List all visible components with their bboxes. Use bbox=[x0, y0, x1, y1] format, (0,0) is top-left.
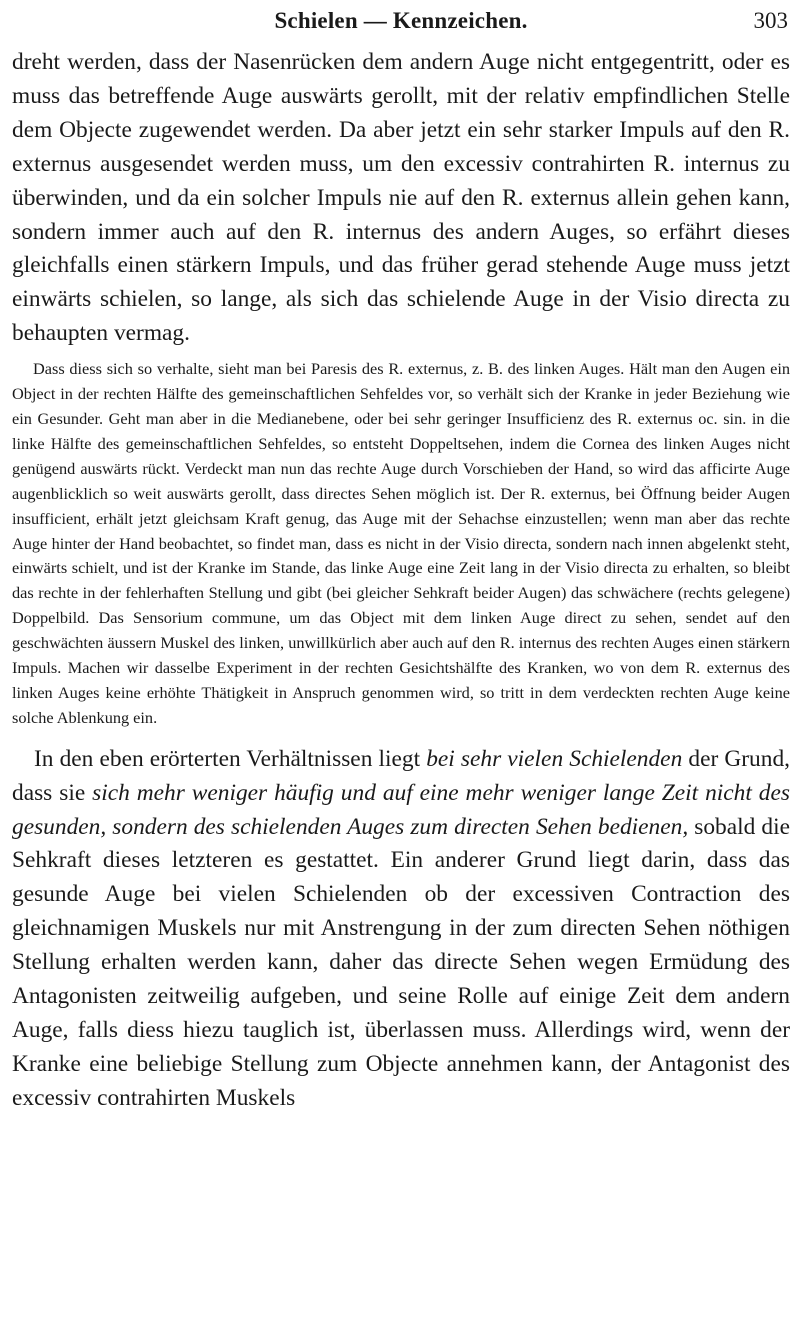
book-page bbox=[12, 0, 790, 1333]
paragraph-2-italic-1: bei sehr vielen Schielenden bbox=[426, 745, 683, 772]
paragraph-2-text-3: sobald die Sehkraft dieses letzteren es gestattet. Ein anderer Grund liegt darin, dass das gesunde Auge bei vielen Schielenden ob der excessiven Contraction des gleichnamigen Muskels nur mit Anstrengung in der zum directen Sehen nöthigen Stellung erhalten werden kann, daher das directe Sehen wegen Ermüdung des Antagonisten zeitweilig aufgeben, und seine Rolle auf einige Zeit dem andern Auge, falls diess hiezu tauglich ist, überlassen muss. Allerdings wird, wenn der Kranke eine beliebige Stellung zum Objecte annehmen kann, der Antagonist des excessiv contrahirten Muskels bbox=[12, 813, 790, 1111]
paragraph-2-italic-2: sich mehr weniger häufig und auf eine mehr weniger lange Zeit nicht des gesunden, sondern des schielenden Auges zum directen Sehen bedienen, bbox=[12, 779, 790, 840]
paragraph-2-text-1: In den eben erörterten Verhältnissen liegt bbox=[34, 745, 427, 772]
paragraph-2-text-2: der Grund, dass sie bbox=[12, 745, 790, 806]
body-paragraph-2 bbox=[12, 731, 790, 1116]
page-number: 303 bbox=[753, 8, 788, 33]
footnote-paragraph: Dass diess sich so verhalte, sieht man bei Paresis des R. externus, z. B. des linken Auges. Hält man den Augen ein Object in der rechten Hälfte des gemeinschaftlichen Sehfeldes vor, so verhält sich der Kranke in jeder Beziehung wie ein Gesunder. Geht man aber in die Medianebene, oder bei sehr geringer Insufficienz des R. externus oc. sin. in die linke Hälfte des gemeinschaftlichen Sehfeldes, so entsteht Doppeltsehen, indem die Cornea des linken Auges nicht genügend auswärts rückt. Verdeckt man nun das rechte Auge durch Vorschieben der Hand, so wird das afficirte Auge augenblicklich so weit auswärts gerollt, dass directes Sehen möglich ist. Der R. externus, bei Öffnung beider Augen insufficient, erhält jetzt gleichsam Kraft genug, das Auge mit der Sehachse einzustellen; wenn man aber das rechte Auge hinter der Hand beobachtet, so findet man, dass es nicht in der Visio directa, sondern nach innen abgelenkt steht, einwärts schielt, und ist der Kranke im Stande, das linke Auge eine Zeit lang in der Visio directa zu erhalten, so bleibt das rechte in der fehlerhaften Stellung und gibt (bei gleicher Sehkraft beider Augen) das schwächere (rechts gelegene) Doppelbild. Das Sensorium commune, um das Object mit dem linken Auge direct zu sehen, sendet auf den geschwächten äussern Muskel des linken, unwillkürlich aber auch auf den R. internus des rechten Auges einen stärkern Impuls. Machen wir dasselbe Experiment in der rechten Gesichtshälfte des Kranken, wo von dem R. externus des linken Auges keine erhöhte Thätigkeit in Anspruch genommen wird, so tritt in dem verdeckten rechten Auge keine solche Ablenkung ein. bbox=[12, 359, 790, 727]
running-head-title: Schielen — Kennzeichen. bbox=[274, 8, 528, 33]
body-paragraph-1: dreht werden, dass der Nasenrücken dem andern Auge nicht entgegentritt, oder es muss das betreffende Auge auswärts gerollt, mit der relativ empfindlichen Stelle dem Objecte zugewendet werden. Da aber jetzt ein sehr starker Impuls auf den R. externus ausgesendet werden muss, um den excessiv contrahirten R. internus zu überwinden, und da ein solcher Impuls nie auf den R. externus allein gehen kann, sondern immer auch auf den R. internus des andern Auges, so erfährt dieses gleichfalls einen stärkern Impuls, und das früher gerad stehende Auge muss jetzt einwärts schielen, so lange, als sich das schielende Auge in der Visio directa zu behaupten vermag. bbox=[12, 49, 790, 347]
running-head bbox=[12, 0, 790, 40]
